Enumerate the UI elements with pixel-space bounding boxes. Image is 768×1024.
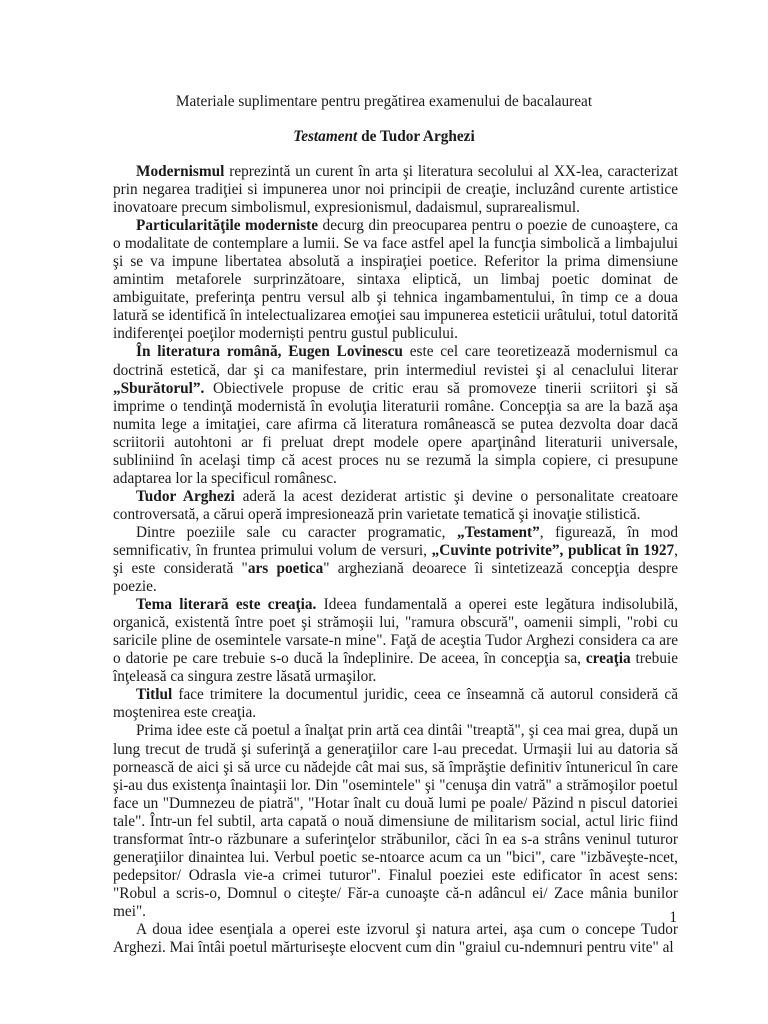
bold-text: Tema literară este creaţia.: [136, 596, 317, 614]
text-run: , şi este considerată ": [113, 541, 678, 578]
text-run: Ideea fundamentală a operei este legătura indisolubilă, organică, existentă între poet şi strămoşii lui, "ramura obscură", oamenii simpli, "robi cu saricile pline de osemintele varsate-n mine". Faţă de aceştia Tudor Arghezi considera ca are o datorie pe care trebuie s-o ducă la îndeplinire. De aceea, în concepţia sa,: [113, 596, 678, 668]
paragraph-p4: [113, 488, 678, 524]
bold-text: creaţia: [585, 650, 631, 668]
document-body: [113, 163, 678, 957]
text-run: este cel care teoretizează modernismul ca doctrină estetică, dar şi ca manifestare, prin intermediul revistei şi al cenaclului literar: [113, 343, 678, 379]
paragraph-p9: [113, 921, 678, 957]
text-run: trebuie înţeleasă ca singura zestre lăsată urmaşilor.: [113, 650, 679, 686]
text-run: , figurează, în mod semnificativ, în fruntea primului volum de versuri,: [113, 523, 678, 559]
bold-text: „Cuvinte potrivite”, publicat în 1927: [431, 541, 675, 559]
bold-text: În literatura română, Eugen Lovinescu: [136, 343, 403, 361]
paragraph-p7: [113, 686, 678, 722]
text-run: aderă la acest deziderat artistic şi devine o personalitate creatoare controversată, a cărui operă impresionează prin varietate tematică şi inovaţie stilistică.: [113, 487, 679, 523]
title-italic: Testament: [293, 128, 358, 145]
text-run: A doua idee esenţiala a operei este izvorul şi natura artei, aşa cum o concepe Tudor Arghezi. Mai întâi poetul mărturiseşte elocvent cum din "graiul cu-ndemnuri pentru vite" al: [113, 920, 678, 957]
paragraph-p1: [113, 163, 678, 217]
bold-text: Tudor Arghezi: [136, 487, 235, 505]
bold-text: Particularităţile moderniste: [136, 217, 319, 235]
text-run: reprezintă un curent în arta şi literatura secolului al XX-lea, caracterizat prin negarea tradiţiei si impunerea unor noi principii de creaţie, incluzând curente artistice inovatoare precum simbolismul, expresionismul, dadaismul, suprarealismul.: [113, 163, 678, 217]
paragraph-p3: [113, 343, 678, 487]
paragraph-p2: [113, 217, 678, 343]
paragraph-p8: [113, 722, 678, 921]
title-rest: de Tudor Arghezi: [357, 128, 475, 145]
document-title: [0, 128, 768, 146]
text-run: face trimitere la documentul juridic, ceea ce înseamnă că autorul consideră că moştenirea este creaţia.: [113, 686, 678, 722]
page-number: 1: [669, 909, 677, 926]
bold-text: ars poetica: [247, 560, 324, 578]
bold-text: „Sburătorul”.: [113, 379, 205, 397]
paragraph-p5: [113, 524, 678, 596]
text-run: decurg din preocuparea pentru o poezie de cunoaştere, ca o modalitate de contemplare a lumii. Se va face astfel apel la funcţia simbolică a limbajului şi se va impune libertatea absolută a inspiraţiei poetice. Referitor la prima dimensiune amintim metaforele surprinzătoare, sintaxa eliptică, un limbaj poetic dominat de ambiguitate, preferinţa pentru versul alb şi tehnica ingambamentului, în timp ce a doua latură se identifică în intelectualizarea emoţiei sau impunerea esteticii urâtului, totul datorită indiferenţei poeţilor moderniști pentru gustul publicului.: [113, 217, 679, 343]
text-run: Dintre poeziile sale cu caracter programatic,: [136, 523, 458, 541]
text-run: " argheziană deoarece îi sintetizează concepţia despre poezie.: [113, 560, 678, 596]
text-run: Obiectivele propuse de critic erau să promoveze tinerii scriitori şi să imprime o tendinţă modernistă în evoluţia literaturii române. Concepţia sa are la bază aşa numita lege a imitaţiei, care afirma că literatura românească se putea dezvolta doar dacă scriitorii autohtoni ar fi preluat drept modele opere aparţinând literaturii universale, subliniind în acelaşi timp că acest proces nu se rezumă la simpla copiere, ci presupune adaptarea lor la specificul românesc.: [113, 379, 678, 487]
text-run: Prima idee este că poetul a înalţat prin artă cea dintâi "treaptă", şi cea mai grea, după un lung trecut de trudă şi suferinţă a generaţiilor care l-au precedat. Urmaşii lui au datoria să pornească de aici şi să urce cu nădejde cât mai sus, să împrăştie definitiv întunericul în care şi-au dus existenţa înaintaşii lor. Din "osemintele" şi "cenuşa din vatră" a strămoşilor poetul face un "Dumnezeu de piatră", "Hotar înalt cu două lumi pe poale/ Păzind n piscul datoriei tale". Într-un fel subtil, arta capată o nouă dimensiune de militarism social, actul liric fiind transformat într-o răzbunare a suferinţelor străbunilor, căci în ea s-a strâns veninul tuturor generaţiilor dinaintea lui. Verbul poetic se-ntoarce acum ca un "bici", care "izbăveşte-ncet, pedepsitor/ Odrasla vie-a crimei tuturor". Finalul poeziei este edificator în acest sens: "Robul a scris-o, Domnul o citeşte/ Făr-a cunoaşte că-n adâncul ei/ Zace mânia bunilor mei".: [113, 722, 678, 920]
bold-text: „Testament”: [457, 523, 540, 541]
bold-text: Titlul: [136, 686, 173, 704]
bold-text: Modernismul: [136, 163, 225, 180]
paragraph-p6: [113, 596, 678, 686]
document-header: Materiale suplimentare pentru pregătirea examenului de bacalaureat: [175, 93, 593, 110]
